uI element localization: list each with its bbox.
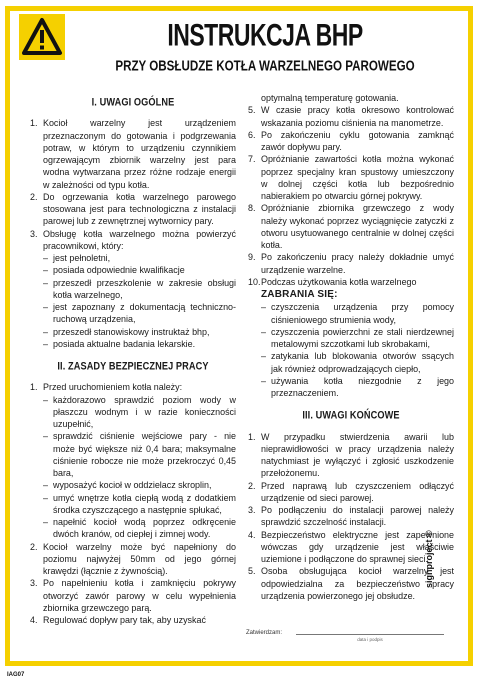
list-item: 1. W przypadku stwierdzenia awarii lub nieprawidłowości w pracy urządzenia należy natychmiast je wyłączyć i zgłosić uszkodzenie przełożonemu. <box>248 431 454 479</box>
sub-list <box>43 252 236 350</box>
list-item: 4. Regulować dopływ pary tak, aby uzyskać <box>30 615 206 625</box>
sub-list-item: – przeszedł przeszkolenie w zakresie obsługi kotła warzelnego, <box>43 277 236 302</box>
sub-list <box>261 301 454 399</box>
sub-list-item: – umyć wnętrze kotła ciepłą wodą z dodatkiem środka czyszczącego a następnie spłukać, <box>43 492 236 517</box>
warning-triangle-icon <box>19 14 65 60</box>
approval-label: Zatwierdzam: <box>246 630 283 636</box>
list-item: 6. Po zakończeniu cyklu gotowania zamknąć zawór dopływu pary. <box>248 129 454 152</box>
list-item: 4. Bezpieczeństwo elektryczne jest zapewnione wówczas gdy urządzenie jest właściwie uziemione i podłączone do sprawnej sieci. <box>248 529 454 564</box>
list-item: 8. Opróżnianie zbiornika grzewczego z wody należy wykonać poprzez wyciągnięcie zatyczki z otworu usytuowanego centralnie w dolnej części kotła. <box>248 203 454 250</box>
list-item: 5. W czasie pracy kotła okresowo kontrolować wskazania poziomu ciśnienia na manometrze. <box>248 105 454 128</box>
list-item: 10. Podczas użytkowania kotła warzelnego ZABRANIA SIĘ: – czyszczenia urządzenia przy pomocy ciśnieniowego strumienia wody, – czyszczenia powierzchni ze stali nierdzewnej metalowymi szczotkami lub skrobakami, – zatykania lub blokowania otworów ssących jak również odprowadzających ciepło, – używania kotła niezgodnie z jego przeznaczeniem. <box>248 276 454 400</box>
sub-list-item: – czyszczenia powierzchni ze stali nierdzewnej metalowymi szczotkami lub skrobakami, <box>261 326 454 351</box>
list-item: 1. Kocioł warzelny jest urządzeniem przeznaczonym do gotowania i podgrzewania potraw, w którym to urządzeniu czynnikiem ogrzewającym zbiornik warzelny jest para wodna wytwarzana przez różne rodzaje energii w zależności od typu kotła. <box>30 118 236 190</box>
list-item: 2. Przed naprawą lub czyszczeniem odłączyć urządzenie od sieci parowej. <box>248 480 454 503</box>
list-item-continuation: optymalną temperaturę gotowania. <box>261 93 399 103</box>
sub-list-item: – sprawdzić ciśnienie wejściowe pary - nie może być większe niż 0,4 bara; maksymalne ciśnienie robocze nie może przekroczyć 0,45 bara, <box>43 430 236 479</box>
section-heading-final: III. UWAGI KOŃCOWE <box>302 409 400 422</box>
list-item: 2. Do ogrzewania kotła warzelnego parowego stosowana jest para technologiczna z instalacji parowej lub z zewnętrznej wytwornicy pary. <box>30 191 236 227</box>
signature-caption: data i podpis <box>357 637 383 642</box>
list-item: 3. Po podłączeniu do instalacji parowej należy sprawdzić szczelność instalacji. <box>248 505 454 528</box>
list-item: 7. Opróżnianie zawartości kotła można wykonać poprzez specjalny kran spustowy umieszczony w dolnej części kotła lub bezpośrednio nabierakiem po otwarciu górnej pokrywy. <box>248 154 454 201</box>
sub-list-item: – każdorazowo sprawdzić poziom wody w płaszczu wodnym i w razie konieczności uzupełnić, <box>43 394 236 431</box>
safe-work-list-continued <box>248 92 454 399</box>
prohibited-label: ZABRANIA SIĘ: <box>261 289 338 300</box>
sub-list-item: – posiada odpowiednie kwalifikacje <box>43 264 236 276</box>
page-title: INSTRUKCJA BHP <box>167 17 363 53</box>
sub-list-item: – napełnić kocioł wodą poprzez odkręcenie dwóch kranów, od ciepłej i zimnej wody. <box>43 516 236 541</box>
sub-list-item: – posiada aktualne badania lekarskie. <box>43 338 236 350</box>
list-item: 3. Obsługę kotła warzelnego można powierzyć pracownikowi, który: – jest pełnoletni, – posiada odpowiednie kwalifikacje – przeszedł przeszkolenie w zakresie obsługi kotła warzelnego, – jest zapoznany z dokumentacją techniczno-ruchową urządzenia, – przeszedł stanowiskowy instruktaż bhp, – posiada aktualne badania lekarskie. <box>30 228 236 351</box>
brand-label: signproject © <box>424 530 434 588</box>
sub-list-item: – czyszczenia urządzenia przy pomocy ciśnieniowego strumienia wody, <box>261 301 454 326</box>
sub-list-item: – przeszedł stanowiskowy instruktaż bhp, <box>43 326 236 338</box>
list-item: 5. Osoba obsługująca kocioł warzelny jest odpowiedzialna za bezpieczeństwo pracy urządzenia powierzonego jej obsłudze. <box>248 566 454 601</box>
sub-list-item: – jest pełnoletni, <box>43 252 236 264</box>
product-code: IAG07 <box>7 672 25 678</box>
list-item: 9. Po zakończeniu pracy należy dokładnie umyć urządzenie warzelne. <box>248 252 454 275</box>
list-item: 2. Kocioł warzelny może być napełniony do poziomu najwyżej 50mm od jego górnej krawędzi (łącznie z żywnością). <box>30 541 236 576</box>
list-item: 3. Po napełnieniu kotła i zamknięciu pokrywy otworzyć zawór parowy w celu wypełnienia zbiornika grzewczego parą. <box>30 578 236 613</box>
general-list <box>30 117 236 350</box>
left-column <box>30 92 236 626</box>
section-heading-general: I. UWAGI OGÓLNE <box>91 95 175 108</box>
sub-list-item: – zatykania lub blokowania otworów ssących jak również odprowadzających ciepło, <box>261 350 454 375</box>
list-item: 1. Przed uruchomieniem kotła należy: – każdorazowo sprawdzić poziom wody w płaszczu wodnym i w razie konieczności uzupełnić, – sprawdzić ciśnienie wejściowe pary - nie może być większe niż 0,4 bara; maksymalne ciśnienie robocze nie może przekroczyć 0,45 bara, – wyposażyć kocioł w oddzielacz skroplin, – umyć wnętrze kotła ciepłą wodą z dodatkiem środka czyszczącego a następnie spłukać, – napełnić kocioł wodą poprzez odkręcenie dwóch kranów, od ciepłej i zimnej wody. <box>30 381 236 540</box>
page-subtitle: PRZY OBSŁUDZE KOTŁA WARZELNEGO PAROWEGO <box>115 57 415 74</box>
sub-list-item: – używania kotła niezgodnie z jego przeznaczeniem. <box>261 375 454 400</box>
sub-list <box>43 394 236 541</box>
sub-list-item: – wyposażyć kocioł w oddzielacz skroplin, <box>43 479 236 491</box>
sub-list-item: – jest zapoznany z dokumentacją techniczno-ruchową urządzenia, <box>43 301 236 326</box>
section-heading-safe-work: II. ZASADY BEZPIECZNEJ PRACY <box>57 359 209 372</box>
safe-work-list <box>30 381 236 626</box>
signature-line <box>296 634 444 635</box>
